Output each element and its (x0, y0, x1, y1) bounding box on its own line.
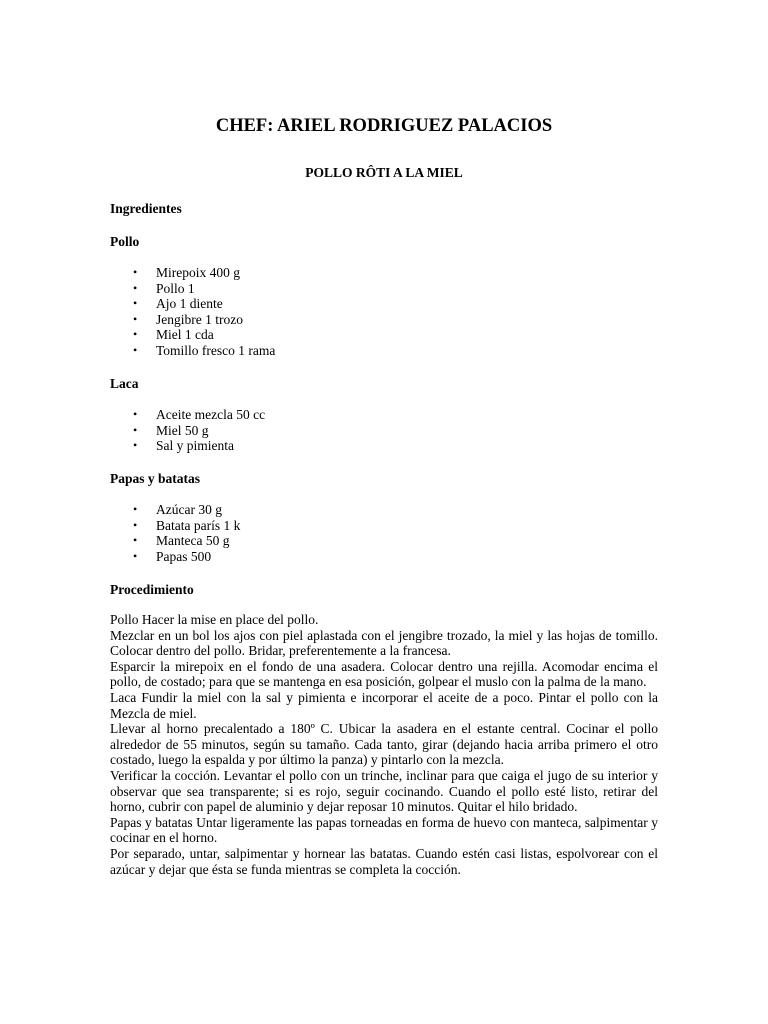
list-item: • Jengibre 1 trozo (110, 312, 275, 328)
list-item: • Aceite mezcla 50 cc (110, 407, 265, 423)
procedure-paragraph: Llevar al horno precalentado a 180º C. Ubicar la asadera en el estante central. Cocinar el pollo alrededor de 55 minutos, según su tamaño. Cada tanto, girar (dejando hacia arriba primero el otro costado, luego la espalda y por último la panza) y pintarlo con la mezcla. (110, 721, 658, 768)
procedure-paragraph: Papas y batatas Untar ligeramente las papas torneadas en forma de huevo con manteca, salpimentar y cocinar en el horno. (110, 814, 658, 846)
procedure-paragraph: Pollo Hacer la mise en place del pollo. (110, 612, 319, 627)
procedure-paragraph: Esparcir la mirepoix en el fondo de una asadera. Colocar dentro una rejilla. Acomodar encima el pollo, de costado; para que se mantenga en esa posición, golpear el muslo con la palma de la mano. (110, 658, 658, 690)
ingredient-list-pollo (110, 265, 275, 359)
ingredient-list-laca (110, 407, 265, 454)
list-item: • Miel 1 cda (110, 327, 275, 343)
list-item: • Tomillo fresco 1 rama (110, 343, 275, 359)
list-item: • Sal y pimienta (110, 438, 265, 454)
procedure-paragraph: Por separado, untar, salpimentar y hornear las batatas. Cuando estén casi listas, espolvorear con el azúcar y dejar que ésta se funda mientras se completa la cocción. (110, 845, 658, 877)
procedure-paragraph: Verificar la cocción. Levantar el pollo con un trinche, inclinar para que caiga el jugo de su interior y observar que sea transparente; si es rojo, seguir cocinando. Cuando el pollo esté listo, retirar del horno, cubrir con papel de aluminio y dejar reposar 10 minutos. Quitar el hilo bridado. (110, 767, 658, 815)
recipe-title: POLLO RÔTI A LA MIEL (305, 165, 463, 180)
section-heading-laca: Laca (110, 376, 139, 391)
chef-title: CHEF: ARIEL RODRIGUEZ PALACIOS (215, 116, 553, 136)
list-item: • Mirepoix 400 g (110, 265, 275, 281)
list-item: • Ajo 1 diente (110, 296, 275, 312)
section-heading-pollo: Pollo (110, 234, 140, 249)
procedure-text (110, 612, 658, 877)
procedure-paragraph: Mezclar en un bol los ajos con piel aplastada con el jengibre trozado, la miel y las hojas de tomillo. Colocar dentro del pollo. Bridar, preferentemente a la francesa. (110, 627, 658, 659)
ingredients-heading: Ingredientes (110, 201, 182, 216)
list-item: • Pollo 1 (110, 281, 275, 297)
list-item: • Manteca 50 g (110, 533, 240, 549)
list-item: • Miel 50 g (110, 423, 265, 439)
list-item: • Papas 500 (110, 549, 240, 565)
procedure-paragraph: Laca Fundir la miel con la sal y pimienta e incorporar el aceite de a poco. Pintar el pollo con la Mezcla de miel. (110, 689, 658, 721)
list-item: • Batata parís 1 k (110, 518, 240, 534)
section-heading-papas: Papas y batatas (110, 471, 201, 486)
procedure-heading: Procedimiento (110, 582, 194, 597)
list-item: • Azúcar 30 g (110, 502, 240, 518)
ingredient-list-papas (110, 502, 240, 564)
